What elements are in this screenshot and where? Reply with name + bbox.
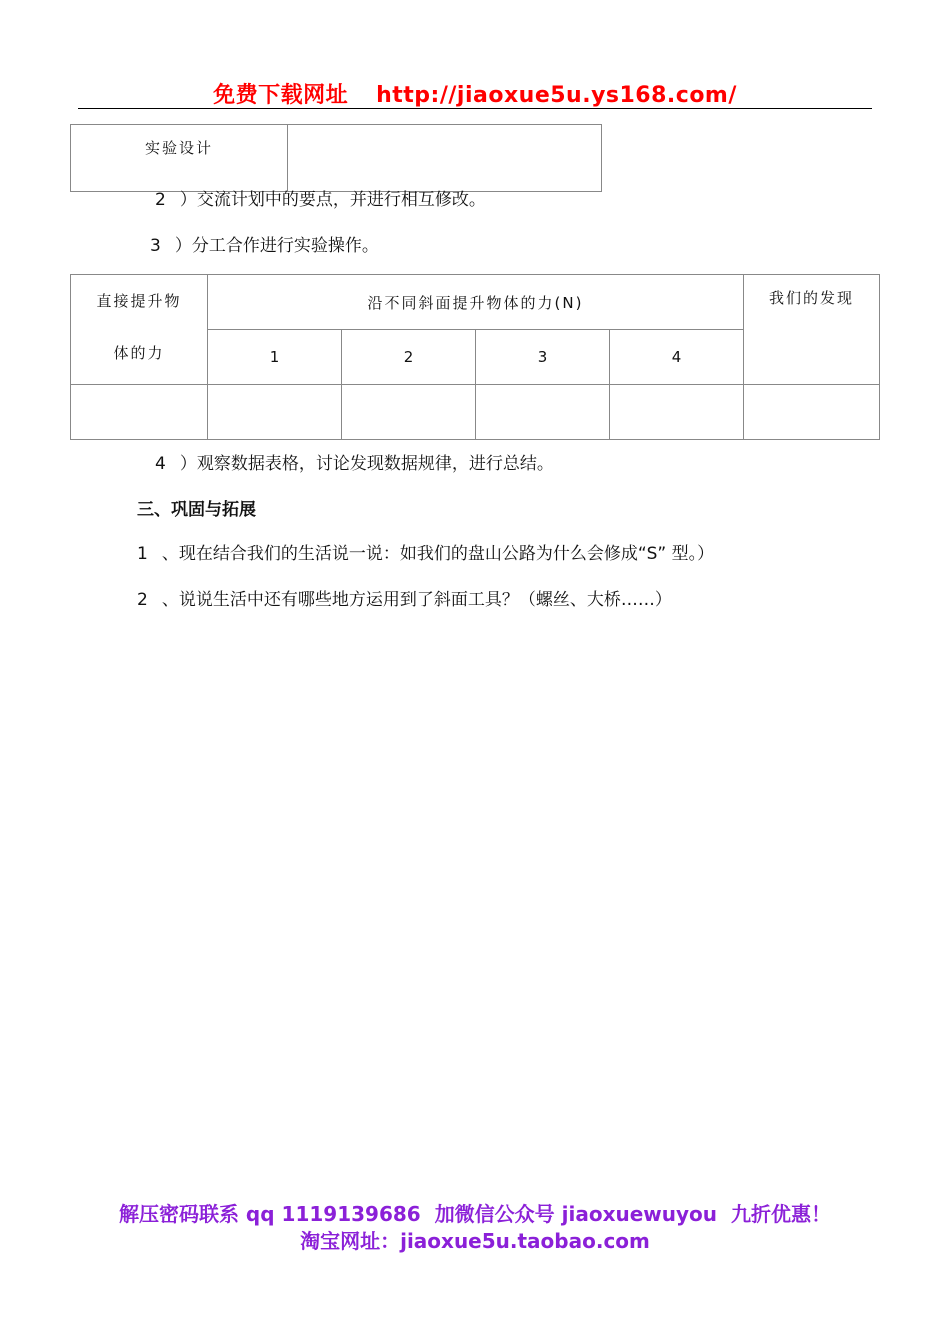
findings-header: 我们的发现 (744, 275, 880, 385)
question-1: 1 、现在结合我们的生活说一说：如我们的盘山公路为什么会修成“S” 型。） (137, 544, 715, 564)
design-label-cell: 实验设计 (71, 125, 288, 192)
empty-cell (610, 385, 744, 440)
download-header (0, 78, 950, 109)
section-3-title: 三、巩固与拓展 (137, 500, 256, 520)
footer-contact-line (0, 1198, 950, 1227)
slope-col-2: 2 (342, 330, 476, 385)
force-data-table (70, 274, 880, 440)
design-value-cell (288, 125, 602, 192)
header-title: 免费下载网址 (213, 83, 349, 108)
step-4: 4 ）观察数据表格，讨论发现数据规律，进行总结。 (155, 454, 554, 474)
header-url-link[interactable]: http://jiaoxue5u.ys168.com/ (376, 83, 737, 108)
footer-password-contact: 解压密码联系 qq 1119139686 (118, 1202, 421, 1226)
footer-wechat: 加微信公众号 jiaoxuewuyou (434, 1202, 718, 1226)
empty-cell (71, 385, 208, 440)
step-3: 3 ）分工合作进行实验操作。 (150, 236, 379, 256)
slope-force-header: 沿不同斜面提升物体的力(N) (208, 275, 744, 330)
experiment-design-table (70, 124, 602, 192)
footer-discount: 九折优惠！ (731, 1202, 832, 1226)
direct-lift-header: 直接提升物 体的力 (71, 275, 208, 385)
question-2: 2 、说说生活中还有哪些地方运用到了斜面工具？（螺丝、大桥……） (137, 590, 672, 610)
slope-col-4: 4 (610, 330, 744, 385)
slope-col-1: 1 (208, 330, 342, 385)
table-row (71, 385, 880, 440)
header-divider (78, 108, 872, 109)
footer-taobao-link[interactable]: 淘宝网址：jiaoxue5u.taobao.com (300, 1229, 650, 1253)
empty-cell (208, 385, 342, 440)
slope-col-3: 3 (476, 330, 610, 385)
step-2: 2 ）交流计划中的要点，并进行相互修改。 (155, 190, 486, 210)
empty-cell (476, 385, 610, 440)
empty-cell (342, 385, 476, 440)
empty-cell (744, 385, 880, 440)
